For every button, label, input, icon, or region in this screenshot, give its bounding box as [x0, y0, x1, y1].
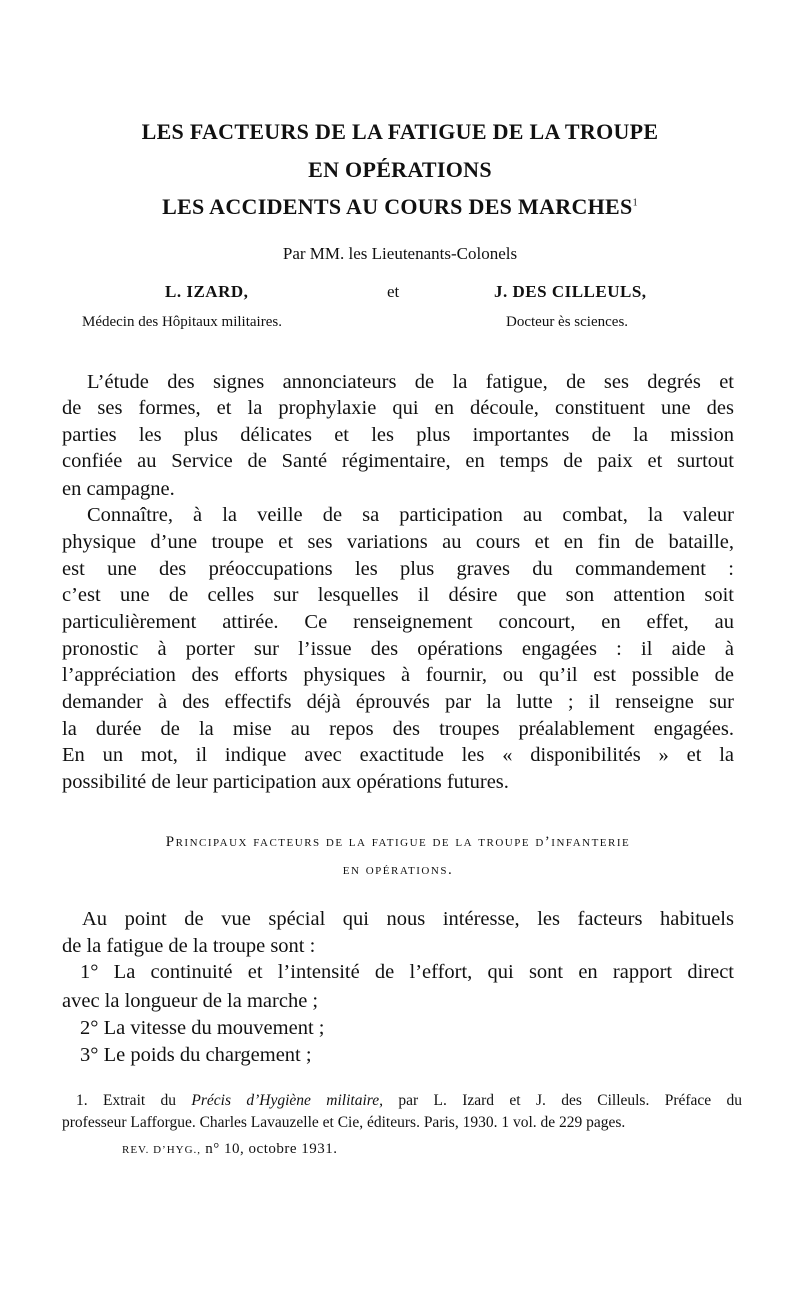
- journal-name: REV. D’HYG.,: [122, 1144, 202, 1156]
- author-first-affiliation: Médecin des Hôpitaux militaires.: [82, 314, 282, 330]
- title-line-3: [60, 196, 740, 218]
- paragraph-1-line: parties les plus délicates et les plus importantes de la mission: [62, 424, 734, 446]
- footnote-intro: Extrait du: [103, 1092, 177, 1109]
- paragraph-2-line: physique d’une troupe et ses variations au cours et en fin de bataille,: [62, 531, 734, 553]
- footnote-number: 1.: [76, 1092, 88, 1109]
- paragraph-2-line: pronostic à porter sur l’issue des opérations engagées : il aide à: [62, 638, 734, 660]
- paragraph-2-line: En un mot, il indique avec exactitude les « disponibilités » et la: [62, 744, 734, 766]
- footnote-marker: 1: [632, 197, 638, 209]
- paragraph-1-line: de ses formes, et la prophylaxie qui en découle, constituent une des: [62, 397, 734, 419]
- section-heading-line-1: Principaux facteurs de la fatigue de la troupe d’infanterie: [165, 834, 631, 850]
- section-heading-line-2: en opérations.: [342, 862, 454, 878]
- paragraph-3-line: de la fatigue de la troupe sont :: [62, 935, 316, 957]
- footnote-work-title: Précis d’Hygiène militaire,: [191, 1092, 383, 1109]
- author-second-name: J. DES CILLEULS,: [494, 282, 647, 301]
- paragraph-2-line: demander à des effectifs déjà éprouvés par la lutte ; il renseigne sur: [62, 691, 734, 713]
- paragraph-2-line: c’est une de celles sur lesquelles il désire que son attention soit: [62, 584, 734, 606]
- title-line-2: EN OPÉRATIONS: [308, 157, 492, 182]
- paragraph-1-line: en campagne.: [62, 478, 175, 500]
- paragraph-3-line: Au point de vue spécial qui nous intéresse, les facteurs habituels: [82, 908, 734, 930]
- author-first-name: L. IZARD,: [165, 282, 249, 301]
- byline: Par MM. les Lieutenants-Colonels: [282, 244, 518, 263]
- paragraph-1-line: confiée au Service de Santé régimentaire, en temps de paix et surtout: [62, 450, 734, 472]
- paragraph-2-line: l’appréciation des efforts physiques à fournir, ou qu’il est possible de: [62, 664, 734, 686]
- list-item: avec la longueur de la marche ;: [62, 990, 319, 1012]
- paragraph-2-line: possibilité de leur participation aux opérations futures.: [62, 771, 509, 793]
- journal-issue: n° 10, octobre 1931.: [205, 1141, 338, 1157]
- footnote-line-2: professeur Lafforgue. Charles Lavauzelle et Cie, éditeurs. Paris, 1930. 1 vol. de 229 pages.: [62, 1114, 626, 1131]
- paragraph-2-line: est une des préoccupations les plus graves du commandement :: [62, 558, 734, 580]
- paragraph-2-line: la durée de la mise au repos des troupes préalablement engagées.: [62, 718, 734, 740]
- paragraph-2-line: particulièrement attirée. Ce renseignement concourt, en effet, au: [62, 611, 734, 633]
- list-item: 1° La continuité et l’intensité de l’effort, qui sont en rapport direct: [80, 961, 734, 983]
- footnote-line-1: [76, 1093, 742, 1109]
- list-item: 2° La vitesse du mouvement ;: [80, 1017, 325, 1039]
- paragraph-2-line: Connaître, à la veille de sa participation au combat, la valeur: [87, 504, 734, 526]
- author-second-affiliation: Docteur ès sciences.: [506, 314, 629, 330]
- author-conjunction: et: [387, 282, 400, 301]
- footnote-line-1-rest: par L. Izard et J. des Cilleuls. Préface du: [398, 1092, 743, 1109]
- title-line-3-text: LES ACCIDENTS AU COURS DES MARCHES: [162, 194, 633, 219]
- paragraph-1-line: L’étude des signes annonciateurs de la fatigue, de ses degrés et: [87, 371, 734, 393]
- title-line-1: LES FACTEURS DE LA FATIGUE DE LA TROUPE: [141, 119, 659, 144]
- list-item: 3° Le poids du chargement ;: [80, 1044, 312, 1066]
- journal-signature: [122, 1141, 338, 1158]
